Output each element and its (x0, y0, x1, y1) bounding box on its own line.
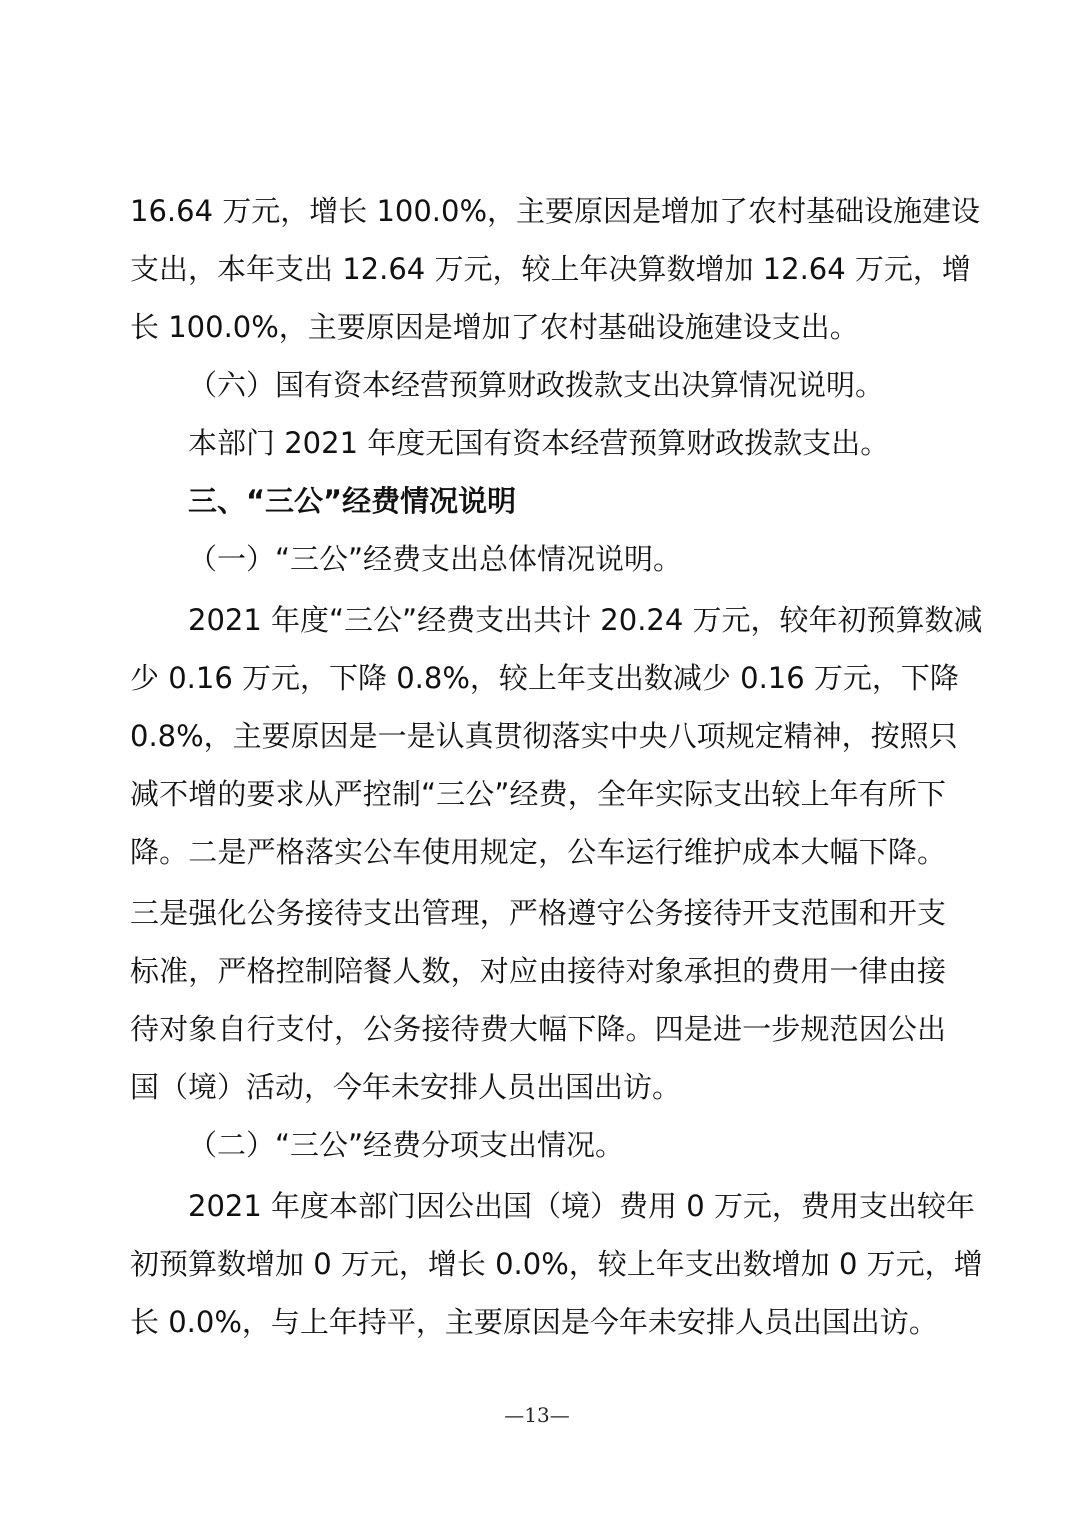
text-line: 0.8%，主要原因是一是认真贯彻落实中央八项规定精神，按照只 (130, 719, 958, 753)
text-line: 降。二是严格落实公车使用规定，公车运行维护成本大幅下降。 (130, 835, 946, 869)
text-line: 长 100.0%，主要原因是增加了农村基础设施建设支出。 (130, 310, 859, 344)
text-line: 国（境）活动，今年未安排人员出国出访。 (130, 1070, 682, 1104)
subsection-heading-2: （二）“三公”经费分项支出情况。 (188, 1128, 625, 1162)
text-line: 待对象自行支付，公务接待费大幅下降。四是进一步规范因公出 (130, 1012, 946, 1046)
text-line: 本部门 2021 年度无国有资本经营预算财政拨款支出。 (188, 426, 890, 460)
text-line: 2021 年度“三公”经费支出共计 20.24 万元，较年初预算数减 (188, 603, 983, 637)
text-line: 初预算数增加 0 万元，增长 0.0%，较上年支出数增加 0 万元，增 (130, 1247, 983, 1281)
text-line: 少 0.16 万元，下降 0.8%，较上年支出数减少 0.16 万元，下降 (130, 661, 959, 695)
text-line: 支出，本年支出 12.64 万元，较上年决算数增加 12.64 万元，增 (130, 252, 971, 286)
text-line: 减不增的要求从严控制“三公”经费，全年实际支出较上年有所下 (130, 777, 946, 811)
text-line: 2021 年度本部门因公出国（境）费用 0 万元，费用支出较年 (188, 1189, 975, 1223)
section-heading-6: （六）国有资本经营预算财政拨款支出决算情况说明。 (188, 368, 885, 402)
text-line: 16.64 万元，增长 100.0%，主要原因是增加了农村基础设施建设 (130, 194, 981, 228)
page-number: —13— (504, 1403, 570, 1427)
text-line: 标准，严格控制陪餐人数，对应由接待对象承担的费用一律由接 (130, 954, 946, 988)
section-heading-3: 三、“三公”经费情况说明 (188, 484, 517, 518)
subsection-heading-1: （一）“三公”经费支出总体情况说明。 (188, 542, 683, 576)
text-line: 长 0.0%，与上年持平，主要原因是今年未安排人员出国出访。 (130, 1305, 938, 1339)
text-line: 三是强化公务接待支出管理，严格遵守公务接待开支范围和开支 (130, 896, 946, 930)
